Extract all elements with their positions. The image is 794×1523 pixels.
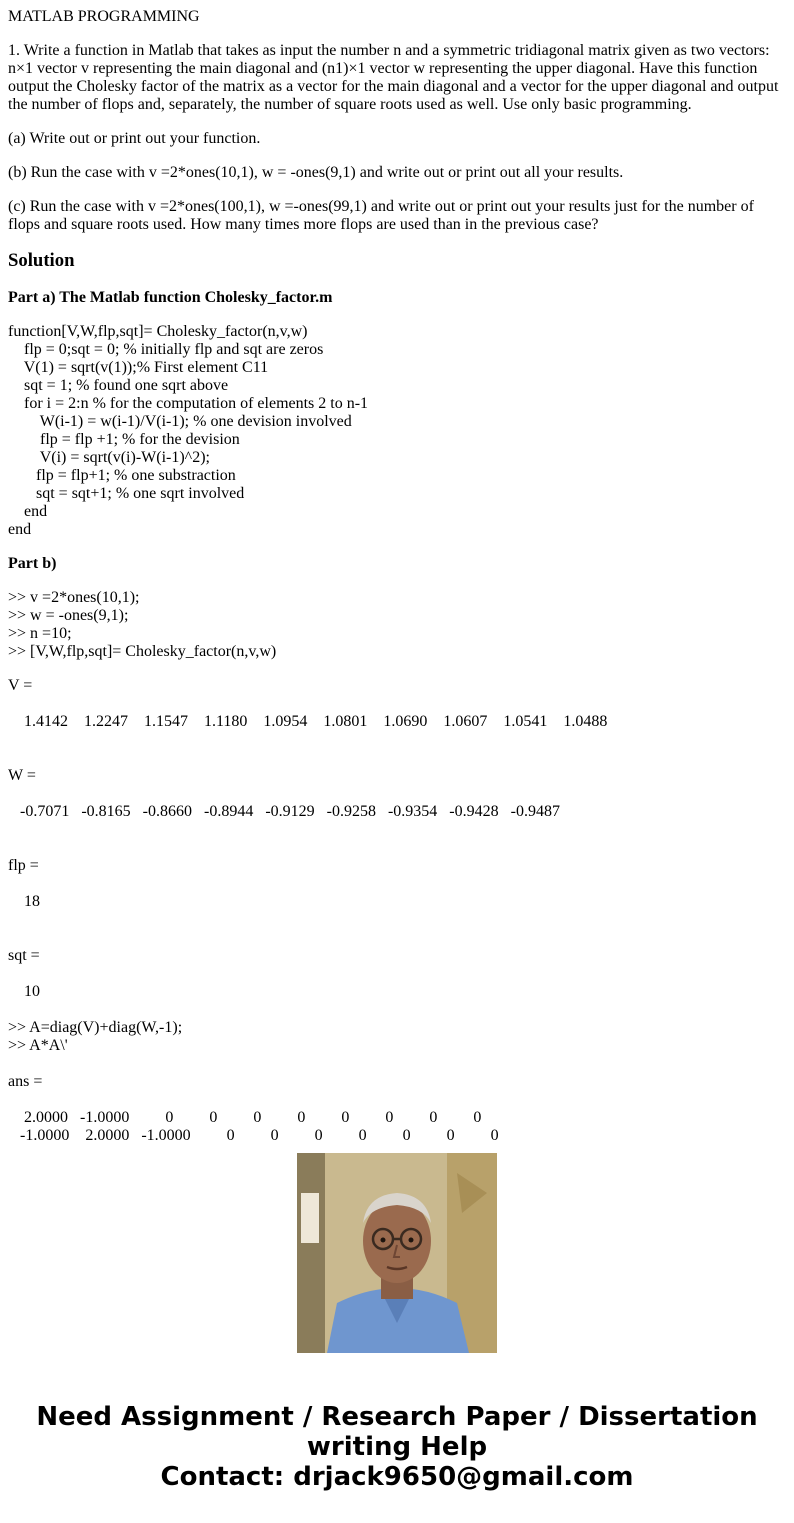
flp-label: flp = [8, 857, 39, 874]
ans-label: ans = [8, 1073, 43, 1090]
w-values: -0.7071 -0.8165 -0.8660 -0.8944 -0.9129 -0.9258 -0.9354 -0.9428 -0.9487 [8, 803, 560, 820]
command-line: >> [V,W,flp,sqt]= Cholesky_factor(n,v,w) [8, 643, 277, 660]
command-line: >> n =10; [8, 625, 72, 642]
footer-line-1: Need Assignment / Research Paper / Dissertation [36, 1402, 758, 1432]
solution-heading: Solution [8, 250, 75, 271]
part-a-prompt: (a) Write out or print out your function. [8, 130, 261, 147]
document-content [8, 8, 786, 1144]
code-line: sqt = 1; % found one sqrt above [8, 377, 229, 394]
part-b-prompt: (b) Run the case with v =2*ones(10,1), w = -ones(9,1) and write out or print out all your results. [8, 164, 624, 181]
portrait-icon [297, 1153, 497, 1353]
command-line: >> v =2*ones(10,1); [8, 589, 140, 606]
ans-row: -1.0000 2.0000 -1.0000 0 0 0 0 0 0 0 [8, 1127, 499, 1144]
ans-row: 2.0000 -1.0000 0 0 0 0 0 0 0 0 [8, 1109, 482, 1126]
code-line: function[V,W,flp,sqt]= Cholesky_factor(n,v,w) [8, 323, 308, 340]
document-header: MATLAB PROGRAMMING [8, 8, 200, 25]
code-line: flp = flp+1; % one substraction [8, 467, 236, 484]
flp-value: 18 [8, 893, 40, 910]
code-line: for i = 2:n % for the computation of elements 2 to n-1 [8, 395, 369, 412]
sqt-value: 10 [8, 983, 40, 1000]
code-line: end [8, 503, 48, 520]
output-block [8, 677, 786, 1145]
w-label: W = [8, 767, 36, 784]
question-text: 1. Write a function in Matlab that takes as input the number n and a symmetric tridiagonal matrix given as two vectors: n×1 vector v representing the main diagonal and (n1)×1 vector w representing the upper diagonal. Have this function output the Cholesky factor of the matrix as a vector for the main diagonal and a vector for the upper diagonal and output the number of flops and, separately, the number of square roots used as well. Use only basic programming. [8, 42, 779, 113]
code-line: V(1) = sqrt(v(1));% First element C11 [8, 359, 269, 376]
part-a-heading: Part a) The Matlab function Cholesky_factor.m [8, 289, 333, 306]
check-command: >> A=diag(V)+diag(W,-1); [8, 1019, 183, 1036]
v-values: 1.4142 1.2247 1.1547 1.1180 1.0954 1.0801 1.0690 1.0607 1.0541 1.0488 [8, 713, 608, 730]
command-line: >> w = -ones(9,1); [8, 607, 129, 624]
code-line: V(i) = sqrt(v(i)-W(i-1)^2); [8, 449, 210, 466]
code-line: flp = 0;sqt = 0; % initially flp and sqt are zeros [8, 341, 324, 358]
author-photo [297, 1153, 497, 1353]
sqt-label: sqt = [8, 947, 40, 964]
command-block [8, 589, 786, 661]
code-line: end [8, 521, 32, 538]
v-label: V = [8, 677, 33, 694]
check-command: >> A*A\' [8, 1037, 68, 1054]
footer-line-2: writing Help [306, 1432, 488, 1462]
footer-contact: Contact: drjack9650@gmail.com [160, 1462, 634, 1492]
code-line: sqt = sqt+1; % one sqrt involved [8, 485, 245, 502]
part-c-prompt: (c) Run the case with v =2*ones(100,1), w =-ones(99,1) and write out or print out your results just for the number of flops and square roots used. How many times more flops are used than in the previous case? [8, 198, 754, 233]
part-b-heading: Part b) [8, 555, 57, 572]
code-block [8, 323, 786, 539]
footer-banner [0, 1402, 794, 1492]
code-line: W(i-1) = w(i-1)/V(i-1); % one devision involved [8, 413, 352, 430]
code-line: flp = flp +1; % for the devision [8, 431, 240, 448]
